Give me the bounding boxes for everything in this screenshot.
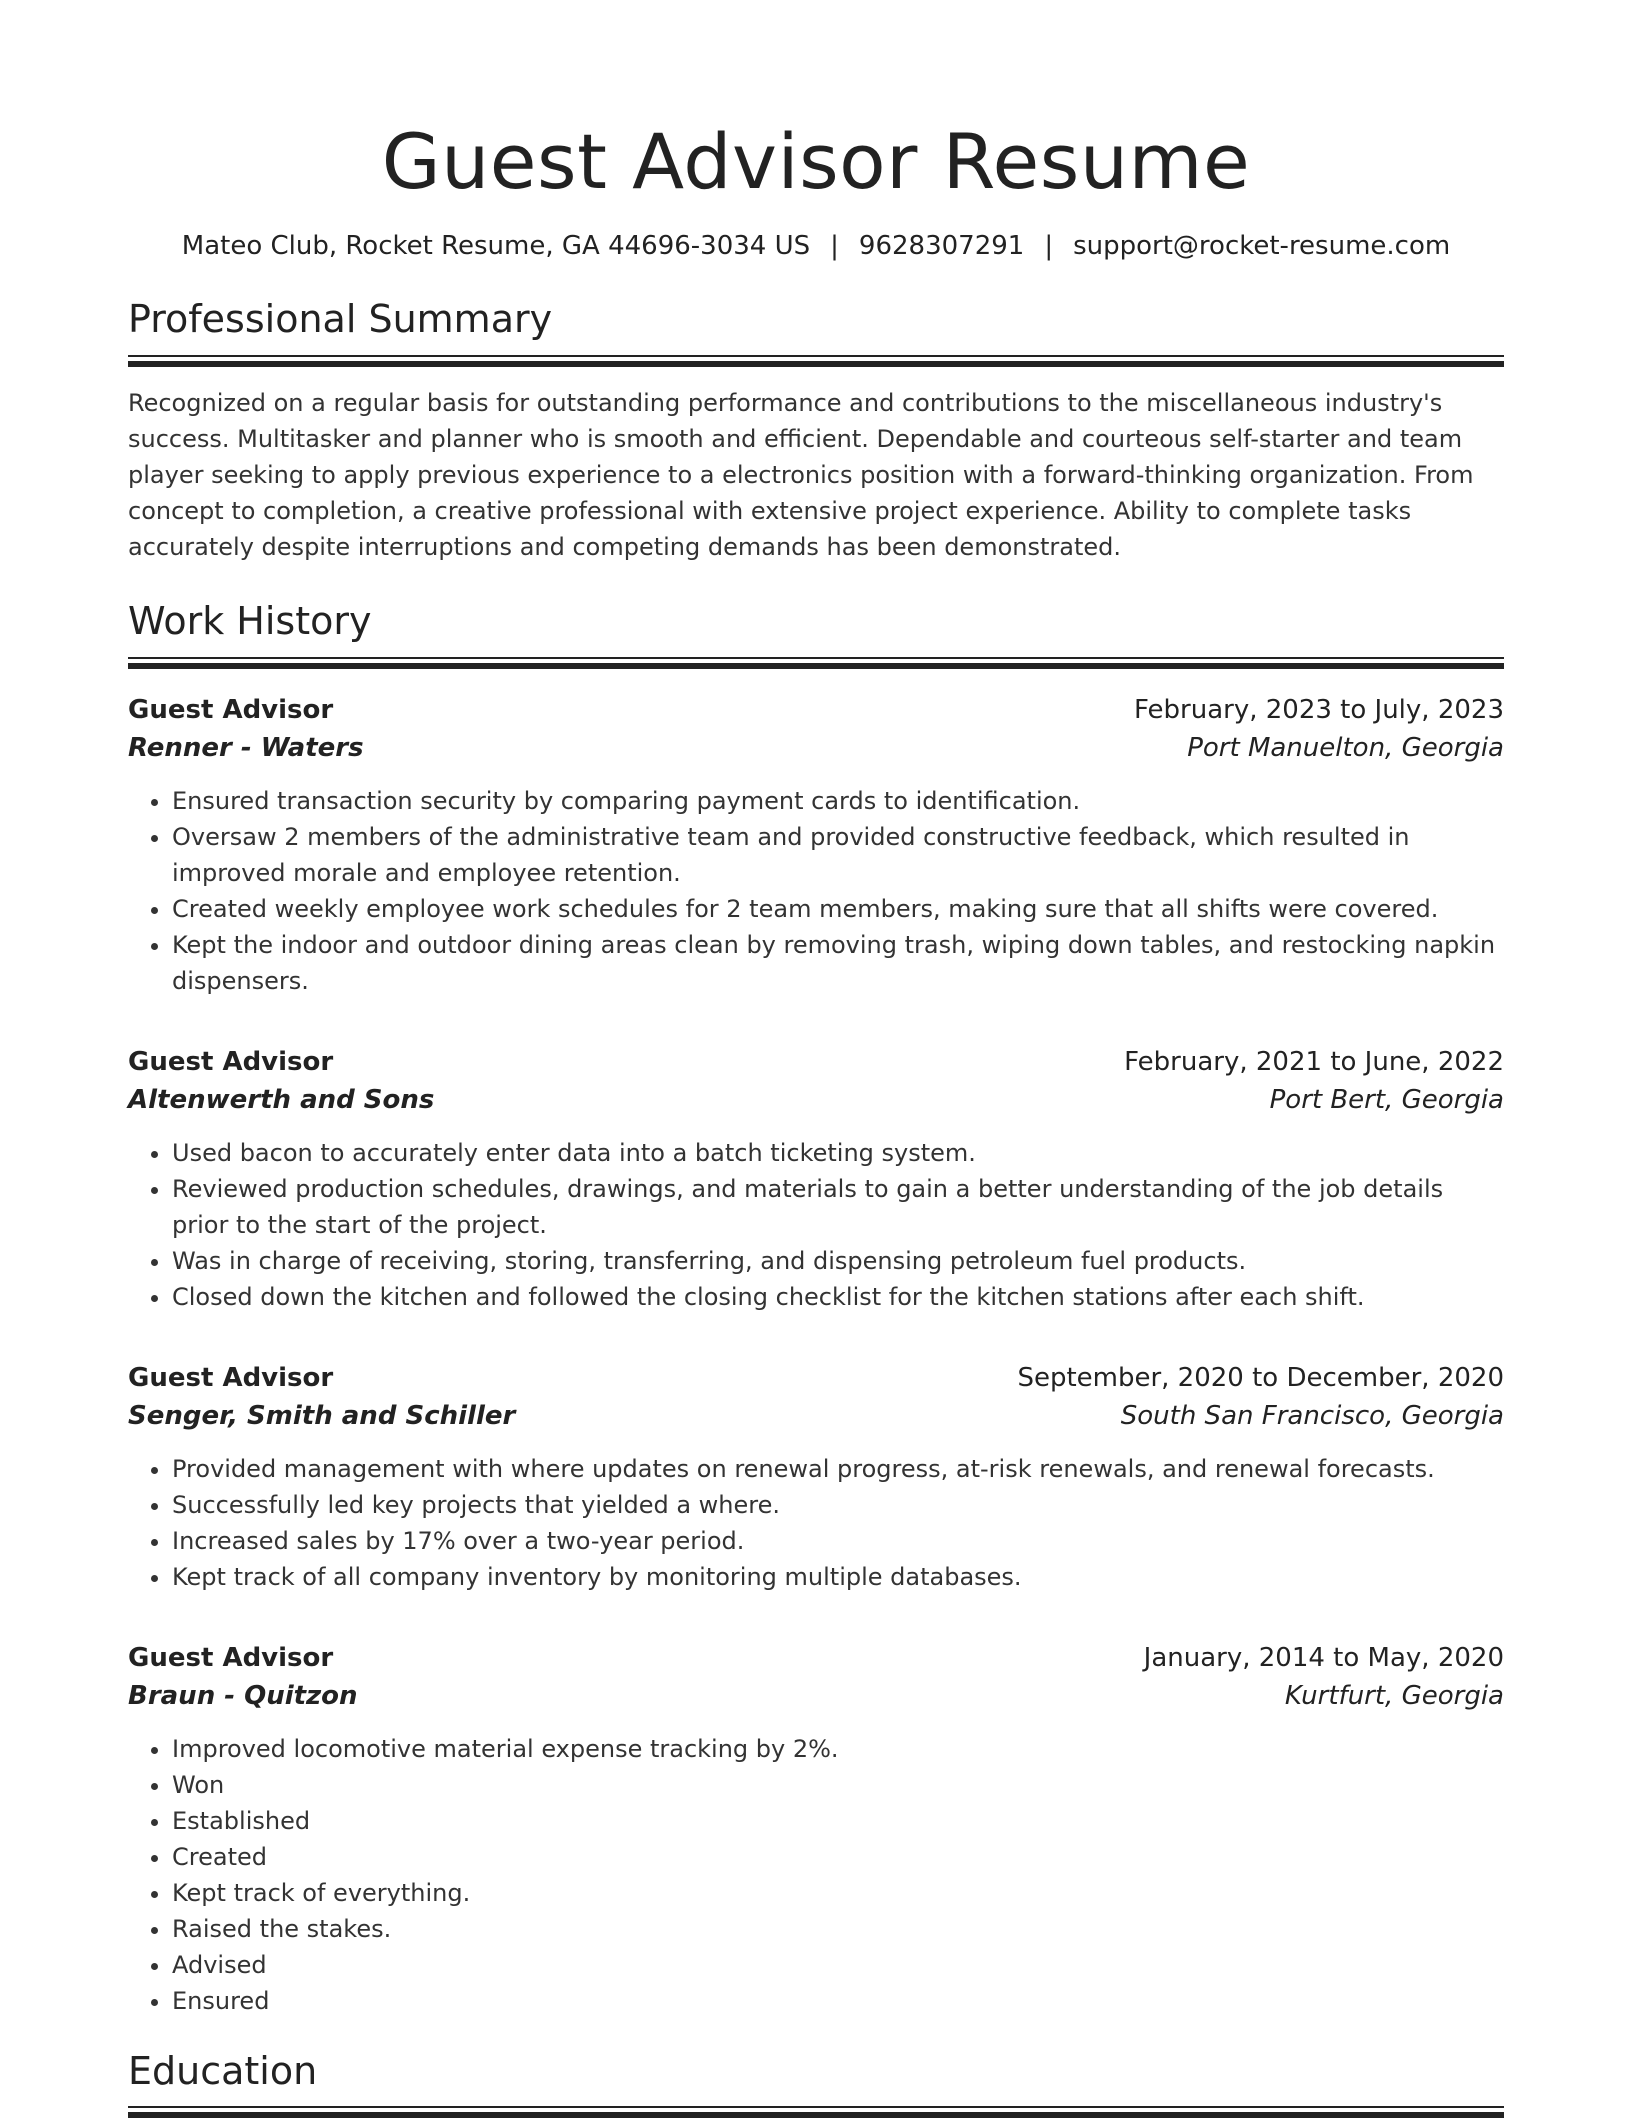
job-bullets xyxy=(128,783,1504,999)
list-item: • Reviewed production schedules, drawings, and materials to gain a better understanding of the job details prior to the start of the project. xyxy=(172,1171,1504,1243)
list-item: • Kept track of everything. xyxy=(172,1875,1504,1911)
section-divider xyxy=(128,657,1504,669)
list-item: • Won xyxy=(172,1767,1504,1803)
list-item: • Kept the indoor and outdoor dining areas clean by removing trash, wiping down tables, and restocking napkin dispensers. xyxy=(172,927,1504,999)
job-company-row xyxy=(128,1081,1504,1119)
job-location: Port Manuelton, Georgia xyxy=(1187,732,1504,763)
list-item: • Created weekly employee work schedules for 2 team members, making sure that all shifts were covered. xyxy=(172,891,1504,927)
list-item: • Advised xyxy=(172,1947,1504,1983)
list-item: • Ensured transaction security by comparing payment cards to identification. xyxy=(172,783,1504,819)
job-entry xyxy=(128,691,1504,999)
job-company: Renner - Waters xyxy=(128,732,364,763)
job-header-row xyxy=(128,691,1504,729)
job-dates: September, 2020 to December, 2020 xyxy=(1017,1362,1504,1393)
list-item: • Ensured xyxy=(172,1983,1504,2019)
job-bullets xyxy=(128,1451,1504,1595)
job-location: Port Bert, Georgia xyxy=(1269,1084,1504,1115)
job-company: Braun - Quitzon xyxy=(128,1680,358,1711)
job-dates: January, 2014 to May, 2020 xyxy=(1143,1642,1504,1673)
job-title: Guest Advisor xyxy=(128,694,334,725)
list-item: • Created xyxy=(172,1839,1504,1875)
job-company-row xyxy=(128,1677,1504,1715)
job-company-row xyxy=(128,1397,1504,1435)
work-history-section xyxy=(128,599,1504,2019)
resume-page xyxy=(128,0,1504,2118)
section-heading: Education xyxy=(128,2048,318,2093)
job-title: Guest Advisor xyxy=(128,1642,334,1673)
job-header-row xyxy=(128,1359,1504,1397)
job-header-row xyxy=(128,1043,1504,1081)
job-entry xyxy=(128,1359,1504,1595)
job-dates: February, 2021 to June, 2022 xyxy=(1124,1046,1504,1077)
contact-email: support@rocket-resume.com xyxy=(1073,230,1451,261)
section-heading: Work History xyxy=(128,598,372,643)
contact-line xyxy=(128,230,1504,264)
job-entry xyxy=(128,1043,1504,1315)
list-item: • Successfully led key projects that yielded a where. xyxy=(172,1487,1504,1523)
job-header-row xyxy=(128,1639,1504,1677)
list-item: • Raised the stakes. xyxy=(172,1911,1504,1947)
job-company: Senger, Smith and Schiller xyxy=(128,1400,516,1431)
education-section xyxy=(128,2049,1504,2118)
job-location: Kurtfurt, Georgia xyxy=(1284,1680,1504,1711)
list-item: • Increased sales by 17% over a two-year period. xyxy=(172,1523,1504,1559)
list-item: • Established xyxy=(172,1803,1504,1839)
list-item: • Provided management with where updates on renewal progress, at-risk renewals, and renewal forecasts. xyxy=(172,1451,1504,1487)
section-divider xyxy=(128,355,1504,367)
contact-separator: | xyxy=(1044,230,1054,261)
list-item: • Improved locomotive material expense tracking by 2%. xyxy=(172,1731,1504,1767)
job-title: Guest Advisor xyxy=(128,1046,334,1077)
job-company: Altenwerth and Sons xyxy=(128,1084,435,1115)
job-title: Guest Advisor xyxy=(128,1362,334,1393)
list-item: • Was in charge of receiving, storing, transferring, and dispensing petroleum fuel products. xyxy=(172,1243,1504,1279)
job-entry xyxy=(128,1639,1504,2019)
job-dates: February, 2023 to July, 2023 xyxy=(1134,694,1504,725)
contact-separator: | xyxy=(830,230,839,261)
list-item: • Used bacon to accurately enter data into a batch ticketing system. xyxy=(172,1135,1504,1171)
contact-phone: 9628307291 xyxy=(858,230,1025,261)
resume-title: Guest Advisor Resume xyxy=(381,117,1251,206)
contact-address: Mateo Club, Rocket Resume, GA 44696-3034 US xyxy=(181,230,811,261)
section-heading: Professional Summary xyxy=(128,297,553,342)
job-bullets xyxy=(128,1731,1504,2019)
summary-paragraph: Recognized on a regular basis for outstanding performance and contributions to the miscellaneous industry's success. Multitasker and planner who is smooth and efficient. Dependable and courteous self-starter and team player seeking to apply previous experience to a electronics position with a forward-thinking organization. From concept to completion, a creative professional with extensive project experience. Ability to complete tasks accurately despite interruptions and competing demands has been demonstrated. xyxy=(128,388,1474,561)
job-location: South San Francisco, Georgia xyxy=(1120,1400,1504,1431)
professional-summary-section xyxy=(128,297,1504,565)
list-item: • Kept track of all company inventory by monitoring multiple databases. xyxy=(172,1559,1504,1595)
list-item: • Closed down the kitchen and followed the closing checklist for the kitchen stations after each shift. xyxy=(172,1279,1504,1315)
section-divider xyxy=(128,2106,1504,2118)
list-item: • Oversaw 2 members of the administrative team and provided constructive feedback, which resulted in improved morale and employee retention. xyxy=(172,819,1504,891)
job-bullets xyxy=(128,1135,1504,1315)
job-company-row xyxy=(128,729,1504,767)
